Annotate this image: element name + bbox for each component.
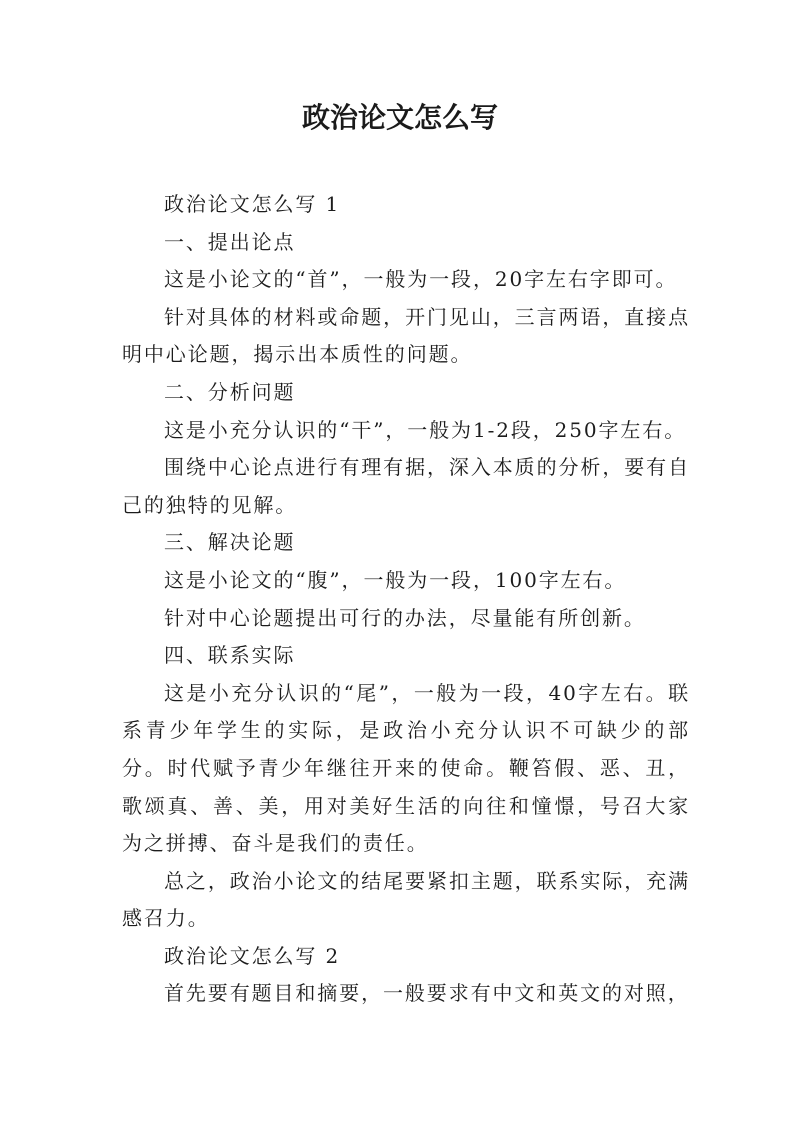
section-heading: 政治论文怎么写 2 xyxy=(164,943,341,968)
paragraph: 总之，政治小论文的结尾要紧扣主题，联系实际，充满感召力。 xyxy=(122,868,690,931)
paragraph: 这是小论文的“腹”，一般为一段，100字左右。 xyxy=(164,567,627,592)
paragraph: 这是小论文的“首”，一般为一段，20字左右字即可。 xyxy=(164,267,678,292)
subheading: 一、提出论点 xyxy=(164,229,296,254)
document-title: 政治论文怎么写 xyxy=(301,101,498,134)
paragraph: 这是小充分认识的“干”，一般为1-2段，250字左右。 xyxy=(164,417,687,442)
paragraph: 首先要有题目和摘要，一般要求有中文和英文的对照， xyxy=(164,981,690,1006)
paragraph: 这是小充分认识的“尾”，一般为一段，40字左右。联系青少年学生的实际，是政治小充分认识不可缺少的部分。时代赋予青少年继往开来的使命。鞭笞假、恶、丑，歌颂真、善、美，用对美好生活的向往和憧憬，号召大家为之拼搏、奋斗是我们的责任。 xyxy=(122,680,690,856)
section-heading: 政治论文怎么写 1 xyxy=(164,192,341,216)
subheading: 四、联系实际 xyxy=(164,643,296,668)
paragraph: 围绕中心论点进行有理有据，深入本质的分析，要有自己的独特的见解。 xyxy=(122,455,690,517)
subheading: 二、分析问题 xyxy=(164,379,296,404)
document-body xyxy=(122,186,690,1013)
subheading: 三、解决论题 xyxy=(164,530,296,555)
paragraph: 针对中心论题提出可行的办法，尽量能有所创新。 xyxy=(164,605,646,630)
paragraph: 针对具体的材料或命题，开门见山，三言两语，直接点明中心论题，揭示出本质性的问题。 xyxy=(122,304,690,367)
